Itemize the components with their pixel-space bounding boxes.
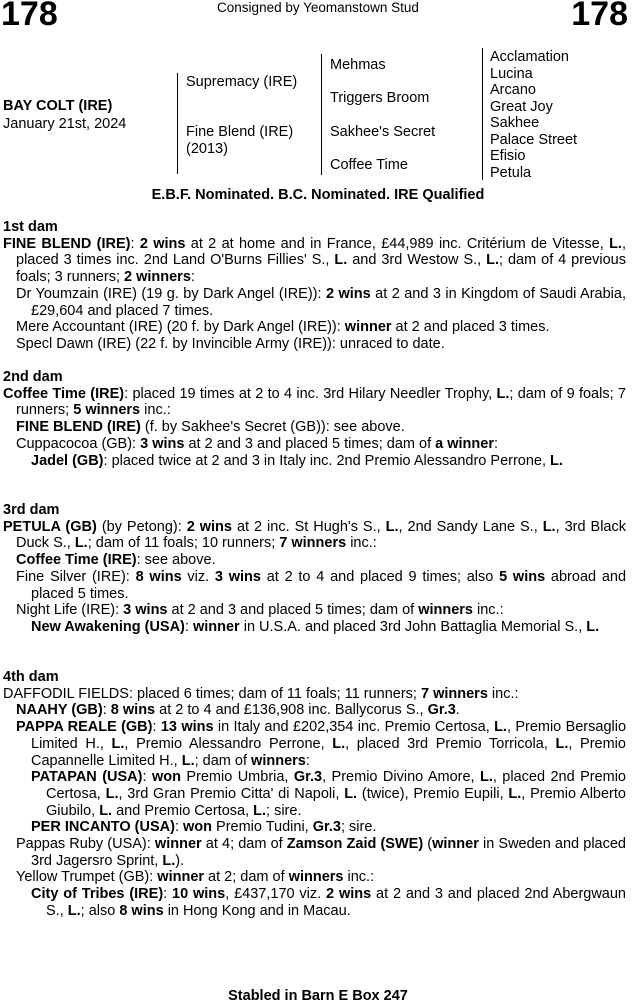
pedigree-dam-year: (2013) — [186, 141, 228, 157]
first-dam-produce-3: Specl Dawn (IRE) (22 f. by Invincible Army (IRE)): unraced to date. — [16, 335, 445, 352]
fourth-dam-grandproduce-2: PER INCANTO (USA): won Premio Tudini, Gr.3; sire. — [31, 819, 377, 836]
pedigree-gen4-6: Palace Street — [490, 131, 578, 148]
pedigree-sire-dam: Triggers Broom — [330, 90, 430, 106]
pedigree-gen4-5: Sakhee — [490, 115, 540, 131]
fourth-dam-section — [3, 669, 626, 920]
consignor: Consigned by Yeomanstown Stud — [217, 0, 419, 15]
third-dam-section — [3, 502, 626, 636]
pedigree-gen4-8: Petula — [490, 164, 532, 181]
fourth-dam-produce-3: Pappas Ruby (USA): winner at 4; dam of Zamson Zaid (SWE) (winner in Sweden and placed 3rd Jagersro Sprint, L.). — [16, 836, 626, 869]
pedigree-bracket-3 — [482, 48, 483, 180]
first-dam-produce-2: Mere Accountant (IRE) (20 f. by Dark Angel (IRE)): winner at 2 and placed 3 times. — [16, 319, 550, 336]
second-dam-produce-1: FINE BLEND (IRE) (f. by Sakhee's Secret (GB)): see above. — [16, 419, 405, 436]
first-dam-section — [3, 219, 626, 353]
third-dam-heading: 3rd dam — [3, 502, 60, 518]
fourth-dam-produce-1: NAAHY (GB): 8 wins at 2 to 4 and £136,908 inc. Ballycorus S., Gr.3. — [16, 702, 460, 719]
pedigree-sire: Supremacy (IRE) — [186, 74, 298, 90]
pedigree-dam: Fine Blend (IRE) — [186, 124, 294, 140]
third-dam-produce-1: Coffee Time (IRE): see above. — [16, 552, 216, 569]
second-dam-grandproduce-1: Jadel (GB): placed twice at 2 and 3 in Italy inc. 2nd Premio Alessandro Perrone, L. — [31, 452, 563, 469]
second-dam-heading: 2nd dam — [3, 369, 63, 385]
pedigree-bracket-2 — [321, 54, 322, 175]
pedigree-gen4-4: Great Joy — [490, 98, 553, 115]
pedigree-sire-sire: Mehmas — [330, 57, 386, 73]
third-dam-produce-2: Fine Silver (IRE): 8 wins viz. 3 wins at 2 to 4 and placed 9 times; also 5 wins abroad and placed 5 times. — [16, 568, 627, 602]
first-dam-heading: 1st dam — [3, 219, 58, 235]
horse-foaled: January 21st, 2024 — [3, 116, 127, 132]
second-dam-produce-2: Cuppacocoa (GB): 3 wins at 2 and 3 and placed 5 times; dam of a winner: — [16, 435, 498, 452]
horse-description: BAY COLT (IRE) — [3, 98, 113, 114]
stabling-info: Stabled in Barn E Box 247 — [228, 988, 408, 1004]
pedigree-dam-sire: Sakhee's Secret — [330, 124, 436, 140]
nominations: E.B.F. Nominated. B.C. Nominated. IRE Qualified — [151, 187, 485, 203]
third-dam-produce-3: Night Life (IRE): 3 wins at 2 and 3 and placed 5 times; dam of winners inc.: — [16, 602, 504, 619]
fourth-dam-produce-4: Yellow Trumpet (GB): winner at 2; dam of winners inc.: — [16, 869, 375, 886]
pedigree-gen4-1: Acclamation — [490, 49, 569, 65]
first-dam-produce-1: Dr Youmzain (IRE) (19 g. by Dark Angel (IRE)): 2 wins at 2 and 3 in Kingdom of Saudi Arabia, £29,604 and placed 7 times. — [16, 285, 626, 319]
fourth-dam-grandproduce-3: City of Tribes (IRE): 10 wins, £437,170 viz. 2 wins at 2 and 3 and placed 2nd Abergwaun S., L.; also 8 wins in Hong Kong and in Macau. — [31, 886, 626, 919]
pedigree-bracket-1 — [177, 73, 178, 174]
fourth-dam-grandproduce-1: PATAPAN (USA): won Premio Umbria, Gr.3, Premio Divino Amore, L., placed 2nd Premio Certosa, L., 3rd Gran Premio Citta' di Napoli, L. (twice), Premio Eupili, L., Premio Alberto Giubilo, L. and Premio Certosa, L.; sire. — [31, 769, 626, 819]
third-dam-entry: PETULA (GB) (by Petong): 2 wins at 2 inc. St Hugh's S., L., 2nd Sandy Lane S., L., 3rd Black Duck S., L.; dam of 11 foals; 10 runners; 7 winners inc.: — [3, 518, 626, 552]
lot-number-right: 178 — [571, 0, 628, 33]
pedigree-dam-dam: Coffee Time — [330, 157, 408, 173]
fourth-dam-produce-2: PAPPA REALE (GB): 13 wins in Italy and £202,354 inc. Premio Certosa, L., Premio Bersaglio Limited H., L., Premio Alessandro Perrone, L., placed 3rd Premio Torricola, L., Premio Capannelle Limited H., L.; dam of winners: — [16, 719, 627, 769]
first-dam-entry: FINE BLEND (IRE): 2 wins at 2 at home and in France, £44,989 inc. Critérium de Vitesse, L., placed 3 times inc. 2nd Land O'Burns Fillies' S., L. and 3rd Westow S., L.; dam of 4 previous foals; 3 runners; 2 winners: — [3, 235, 626, 286]
pedigree-gen4-3: Arcano — [490, 82, 536, 98]
pedigree-gen4-2: Lucina — [490, 65, 533, 82]
lot-number-left: 178 — [1, 0, 58, 33]
fourth-dam-heading: 4th dam — [3, 669, 59, 685]
third-dam-grandproduce-1: New Awakening (USA): winner in U.S.A. and placed 3rd John Battaglia Memorial S., L. — [31, 618, 600, 635]
pedigree-gen4-7: Efisio — [490, 148, 526, 164]
fourth-dam-entry: DAFFODIL FIELDS: placed 6 times; dam of 11 foals; 11 runners; 7 winners inc.: — [3, 685, 519, 702]
second-dam-entry: Coffee Time (IRE): placed 19 times at 2 to 4 inc. 3rd Hilary Needler Trophy, L.; dam of 9 foals; 7 runners; 5 winners inc.: — [3, 385, 626, 419]
second-dam-section — [3, 369, 626, 469]
